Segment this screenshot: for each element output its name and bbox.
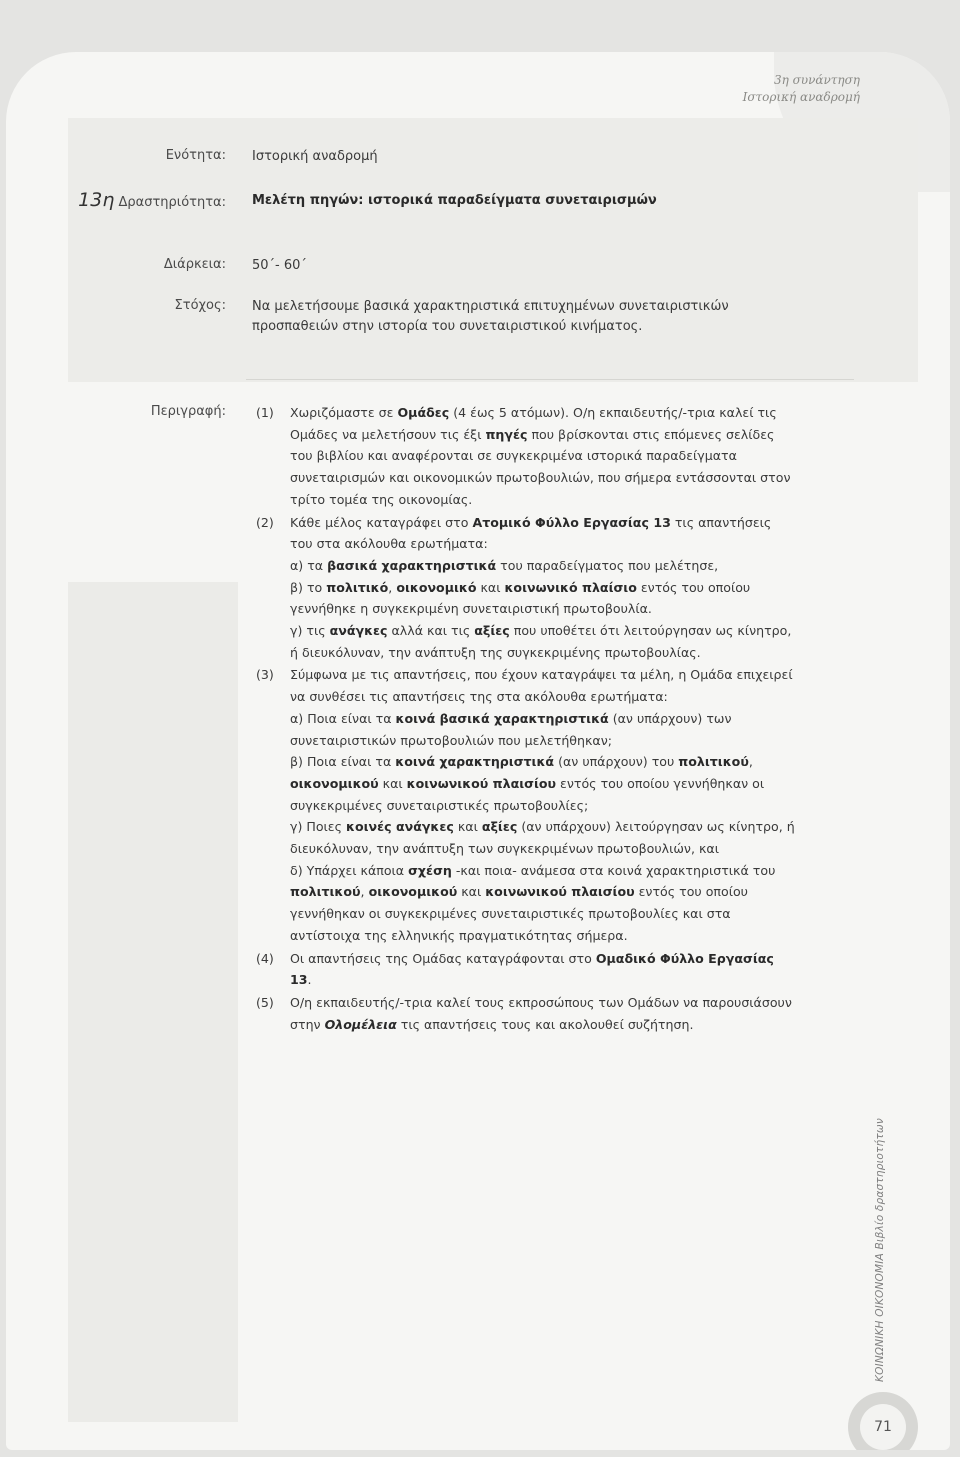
text: του παραδείγματος που μελέτησε, <box>496 557 719 573</box>
step-number: (2) <box>256 514 274 530</box>
text: (4 έως 5 ατόμων). Ο/η εκπαιδευτής/-τρια καλεί τις Ομάδες να μελετήσουν τις έξι <box>290 405 777 442</box>
description-label: Περιγραφή: <box>150 404 226 419</box>
emphasis: κοινωνικό πλαίσιο <box>504 579 637 595</box>
step-number: (1) <box>256 405 274 420</box>
activity-label-row <box>6 189 226 211</box>
duration-label: Διάρκεια: <box>163 257 226 272</box>
text: β) Ποια είναι τα <box>290 754 396 770</box>
unit-value: Ιστορική αναδρομή <box>252 149 378 164</box>
bleed-through-column <box>68 582 238 1422</box>
header-line-1: 3η συνάντηση <box>773 73 860 87</box>
text: και <box>378 775 407 791</box>
step-number: (5) <box>256 994 274 1010</box>
page-number-badge <box>848 1392 918 1450</box>
text: εντός του οποίου γεννήθηκαν οι συγκεκριμένες συνεταιριστικές πρωτοβουλίες; <box>290 775 765 813</box>
page-sheet <box>6 52 950 1450</box>
sub-item-d <box>290 860 796 947</box>
unit-label: Ενότητα: <box>165 148 226 163</box>
step-5 <box>256 992 796 1035</box>
goal-label: Στόχος: <box>174 298 226 313</box>
step-number: (4) <box>256 950 274 966</box>
text: Σύμφωνα με τις απαντήσεις, που έχουν καταγράψει τα μέλη, η Ομάδα επιχειρεί να συνθέσει τις απαντήσεις της στα ακόλουθα ερωτήματα: <box>290 667 793 705</box>
text: (αν υπάρχουν) λειτούργησαν ως κίνητρο, ή διευκόλυναν, την ανάπτυξη των συγκεκριμένων πρωτοβουλιών, και <box>290 819 795 857</box>
emphasis: σχέση <box>408 862 452 878</box>
text: εντός του οποίου γεννήθηκαν οι συγκεκριμένες συνεταιριστικές πρωτοβουλίες και στα αντίστοιχα της ελληνικής πραγματικότητας σήμερα. <box>290 884 748 943</box>
text: γ) τις <box>290 623 330 639</box>
text: Χωριζόμαστε σε <box>290 405 398 420</box>
text: (αν υπάρχουν) των συνεταιριστικών πρωτοβουλιών που μελετήθηκαν; <box>290 710 732 748</box>
side-footer-text: ΚΟΙΝΩΝΙΚΗ ΟΙΚΟΝΟΜΙΑ Βιβλίο δραστηριοτήτων <box>874 1118 886 1382</box>
emphasis: Ατομικό Φύλλο Εργασίας 13 <box>472 514 671 530</box>
text: και <box>457 884 486 900</box>
activity-label: Δραστηριότητα: <box>118 195 226 210</box>
emphasis: Ολομέλεια <box>324 1016 397 1032</box>
text: (αν υπάρχουν) του <box>554 754 679 770</box>
description-body <box>256 402 796 1036</box>
emphasis: κοινά χαρακτηριστικά <box>395 754 555 770</box>
text: Ο/η εκπαιδευτής/-τρια καλεί τους εκπροσώπους των Ομάδων να παρουσιάσουν στην <box>290 994 792 1032</box>
activity-number: 13η <box>78 189 115 211</box>
divider <box>246 379 854 380</box>
text: και <box>476 579 505 595</box>
duration-value: 50΄- 60΄ <box>252 258 307 273</box>
sub-item-c <box>290 620 796 663</box>
text: . <box>307 972 312 988</box>
text: α) Ποια είναι τα <box>290 710 396 726</box>
activity-title: Μελέτη πηγών: ιστορικά παραδείγματα συνεταιρισμών <box>252 193 657 208</box>
text: τις απαντήσεις τους και ακολουθεί συζήτηση. <box>396 1016 694 1032</box>
emphasis: ανάγκες <box>329 623 388 639</box>
emphasis: πηγές <box>485 426 528 442</box>
sub-item-b <box>290 577 796 620</box>
step-2 <box>256 512 796 664</box>
text: Οι απαντήσεις της Ομάδας καταγράφονται στο <box>290 950 596 966</box>
sub-item-b <box>290 751 796 816</box>
emphasis: κοινωνικού πλαισίου <box>485 884 635 900</box>
emphasis: αξίες <box>481 819 518 835</box>
emphasis: πολιτικού <box>290 884 361 900</box>
text: αλλά και τις <box>387 623 475 639</box>
emphasis: πολιτικού <box>678 754 749 770</box>
text: -και ποια- ανάμεσα στα κοινά χαρακτηριστικά του <box>451 862 776 878</box>
text: γ) Ποιες <box>290 819 347 835</box>
text: α) τα <box>290 557 328 573</box>
step-4 <box>256 948 796 991</box>
emphasis: αξίες <box>474 623 510 639</box>
step-3 <box>256 664 796 946</box>
emphasis: Ομάδες <box>397 405 450 420</box>
goal-value: Να μελετήσουμε βασικά χαρακτηριστικά επιτυχημένων συνεταιριστικών προσπαθειών στην ιστορία του συνεταιριστικού κινήματος. <box>252 299 729 334</box>
text: β) το <box>290 579 327 595</box>
step-1 <box>256 402 796 511</box>
emphasis: Ομαδικό Φύλλο Εργασίας 13 <box>290 950 774 988</box>
header-line-2: Ιστορική αναδρομή <box>742 90 860 104</box>
emphasis: βασικά χαρακτηριστικά <box>327 557 497 573</box>
text: Κάθε μέλος καταγράφει στο <box>290 514 473 530</box>
text: δ) Υπάρχει κάποια <box>290 862 409 878</box>
sub-item-a <box>290 708 796 751</box>
emphasis: κοινωνικού πλαισίου <box>406 775 557 791</box>
text: , <box>360 884 369 900</box>
text: , <box>748 754 753 770</box>
text: τις απαντήσεις του στα ακόλουθα ερωτήματα: <box>290 514 772 552</box>
text: , <box>388 579 397 595</box>
text: εντός του οποίου γεννήθηκε η συγκεκριμένη συνεταιριστική πρωτοβουλία. <box>290 579 751 617</box>
text: που υποθέτει ότι λειτούργησαν ως κίνητρο, ή διευκόλυναν, την ανάπτυξη της συγκεκριμένης πρωτοβουλίας. <box>290 623 792 660</box>
emphasis: οικονομικό <box>396 579 477 595</box>
text: και <box>453 819 482 835</box>
page-number: 71 <box>860 1404 906 1450</box>
step-number: (3) <box>256 667 274 683</box>
sub-item-a <box>290 555 796 577</box>
emphasis: οικονομικού <box>368 884 458 900</box>
running-header <box>743 72 860 106</box>
sub-item-c <box>290 816 796 859</box>
emphasis: κοινά βασικά χαρακτηριστικά <box>395 710 609 726</box>
text: που βρίσκονται στις επόμενες σελίδες του βιβλίου και αναφέρονται σε συγκεκριμένα ιστορικά παραδείγματα συνεταιρισμών και οικονομικών πρωτοβουλιών, που σήμερα εντάσσονται στον τρίτο τομέα της οικονομίας. <box>290 426 791 507</box>
emphasis: πολιτικό <box>326 579 389 595</box>
emphasis: κοινές ανάγκες <box>346 819 454 835</box>
emphasis: οικονομικού <box>290 775 379 791</box>
